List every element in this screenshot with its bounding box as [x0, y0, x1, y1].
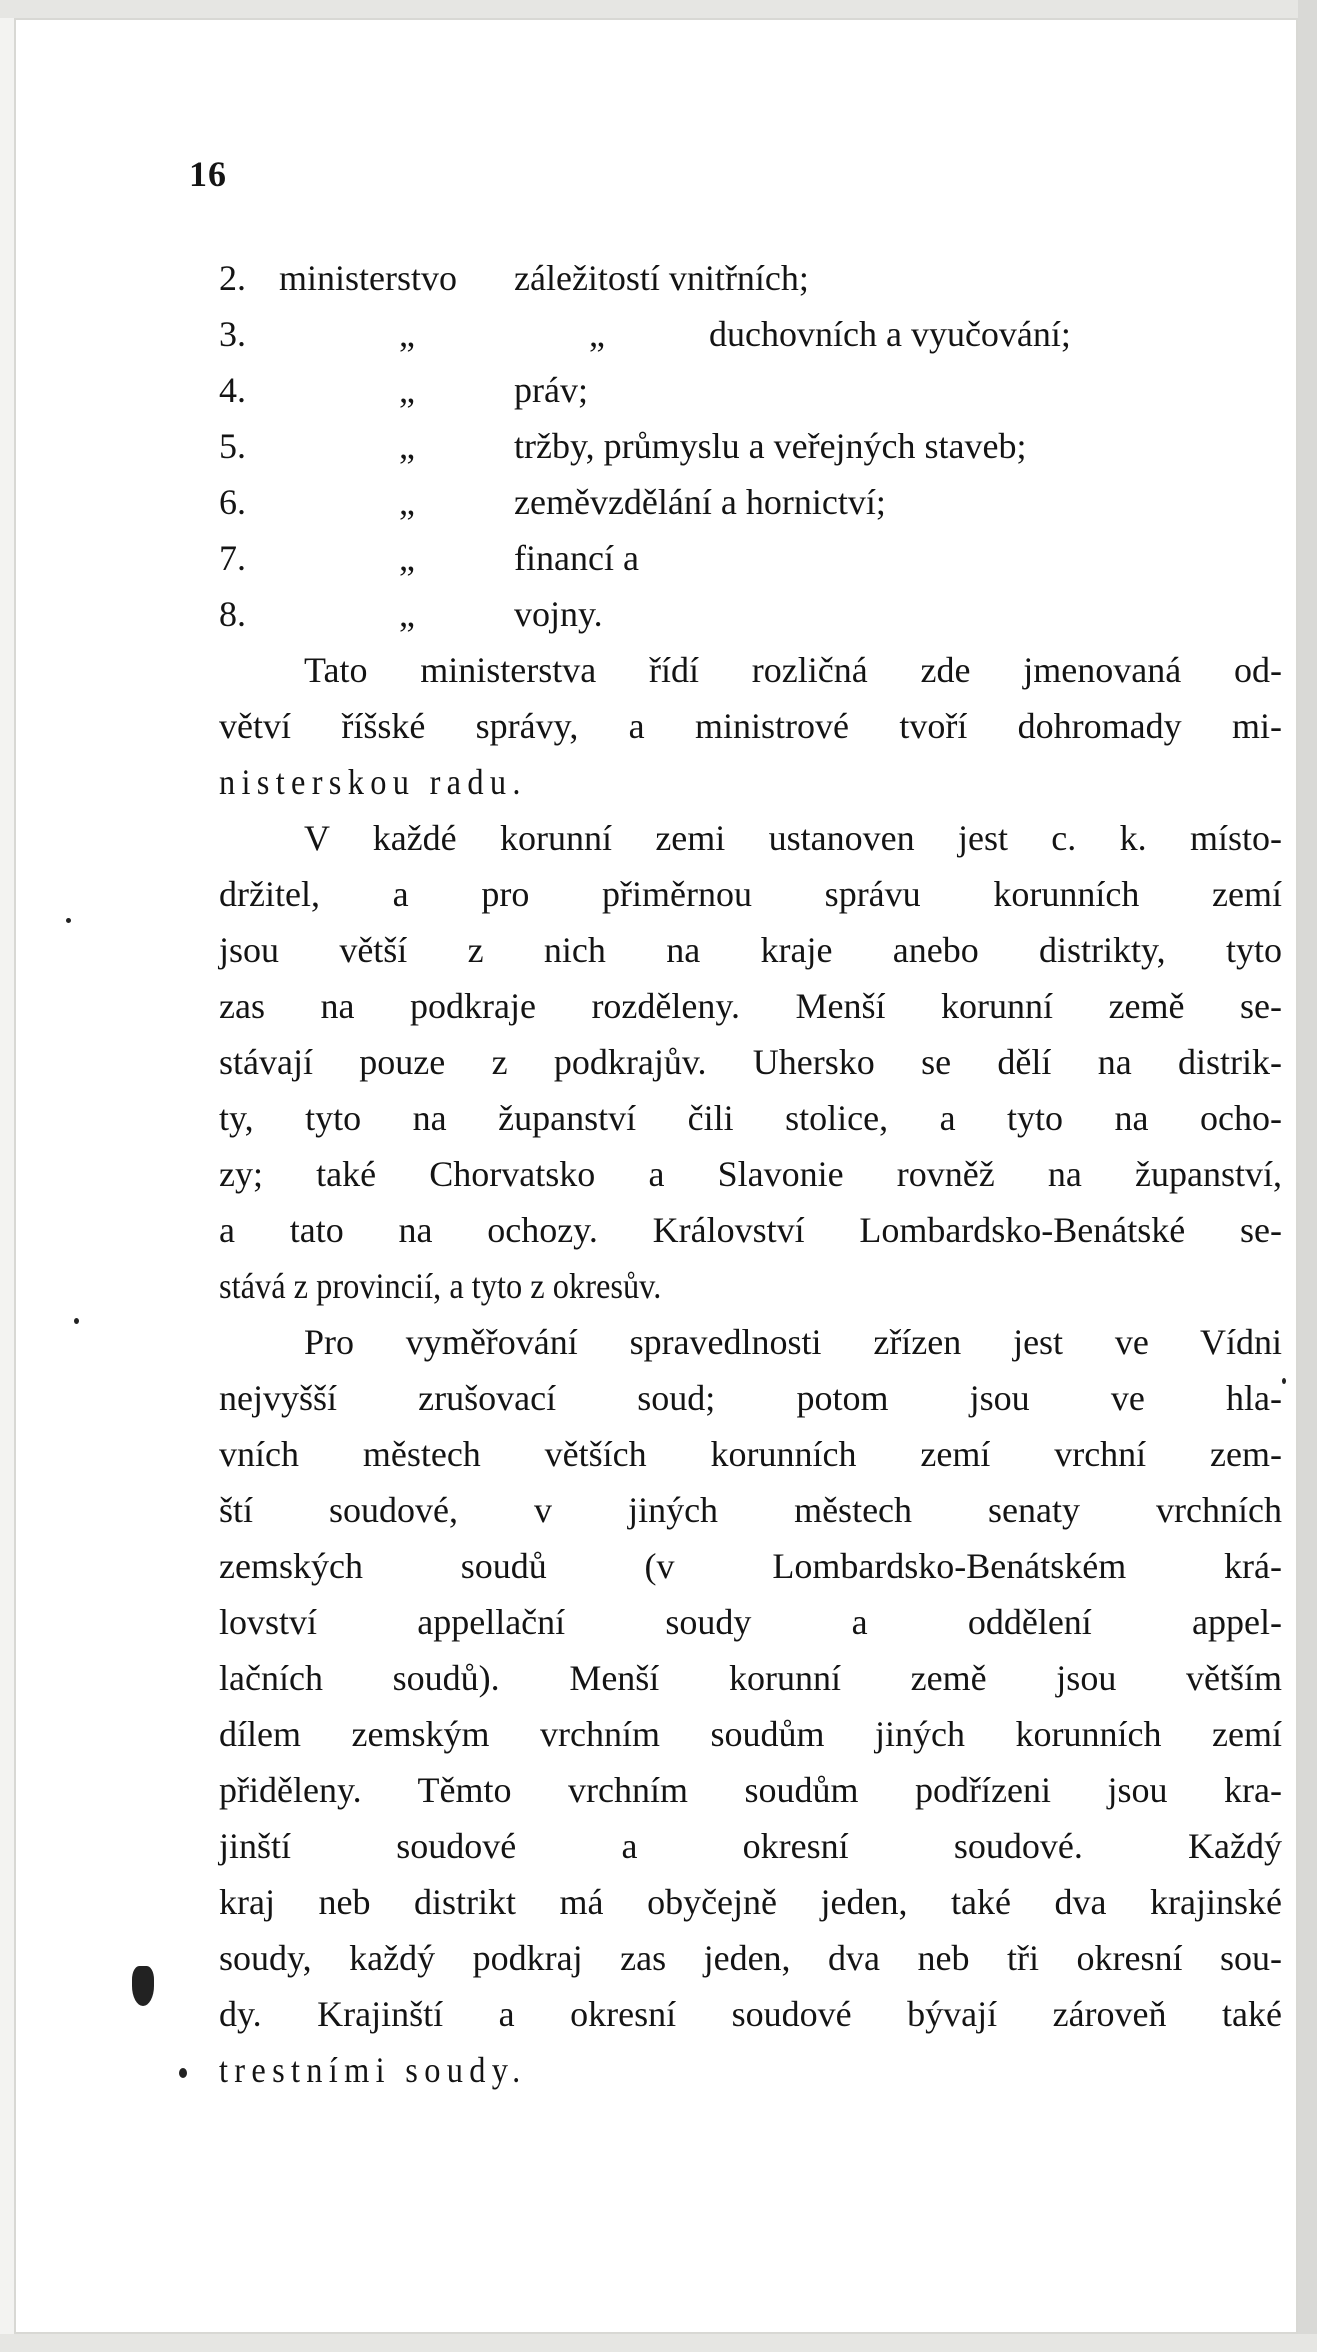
paragraph-line: V každé korunní zemi ustanoven jest c. k. místo-: [304, 818, 1282, 858]
scan-edge-bottom: [0, 2334, 1317, 2352]
ditto-mark: „: [399, 426, 415, 466]
paragraph-line: větví říšské správy, a ministrové tvoří dohromady mi-: [219, 706, 1282, 746]
ditto-mark: „: [589, 314, 605, 354]
list-text: vojny.: [514, 594, 603, 634]
paragraph-line: stávají pouze z podkrajův. Uhersko se dělí na distrik-: [219, 1042, 1282, 1082]
ditto-mark: „: [399, 370, 415, 410]
paragraph-line: stává z provincií, a tyto z okresův.: [219, 1266, 662, 1306]
scan-edge-top: [0, 0, 1317, 18]
paragraph-line: jsou větší z nich na kraje anebo distrikty, tyto: [219, 930, 1282, 970]
list-ministry-word: ministerstvo: [279, 258, 457, 298]
paragraph-line: přiděleny. Těmto vrchním soudům podřízeni jsou kra-: [219, 1770, 1282, 1810]
paragraph-line: Tato ministerstva řídí rozličná zde jmenovaná od-: [304, 650, 1282, 690]
ditto-mark: „: [399, 594, 415, 634]
paragraph-line: zemských soudů (v Lombardsko-Benátském krá-: [219, 1546, 1282, 1586]
paragraph-line: nejvyšší zrušovací soud; potom jsou ve hla-: [219, 1378, 1282, 1418]
list-number: 4.: [219, 370, 246, 410]
list-text: práv;: [514, 370, 588, 410]
paragraph-line: a tato na ochozy. Království Lombardsko-Benátské se-: [219, 1210, 1282, 1250]
ditto-mark: „: [399, 482, 415, 522]
paragraph-line: ty, tyto na županství čili stolice, a tyto na ocho-: [219, 1098, 1282, 1138]
ink-speck: [74, 1318, 79, 1324]
paragraph-line: zas na podkraje rozděleny. Menší korunní země se-: [219, 986, 1282, 1026]
book-page: [14, 18, 1298, 2334]
paragraph-line: dy. Krajinští a okresní soudové bývají zároveň také: [219, 1994, 1282, 2034]
list-text: záležitostí vnitřních;: [514, 258, 809, 298]
list-text: zeměvzdělání a hornictví;: [514, 482, 886, 522]
ink-speck: [132, 1966, 154, 2006]
paragraph-line: lačních soudů). Menší korunní země jsou větším: [219, 1658, 1282, 1698]
ditto-mark: „: [399, 314, 415, 354]
list-number: 3.: [219, 314, 246, 354]
list-text: duchovních a vyučování;: [709, 314, 1071, 354]
paragraph-line: ští soudové, v jiných městech senaty vrchních: [219, 1490, 1282, 1530]
paragraph-line: lovství appellační soudy a oddělení appel-: [219, 1602, 1282, 1642]
list-text: tržby, průmyslu a veřejných staveb;: [514, 426, 1027, 466]
ink-speck: [1282, 1378, 1286, 1384]
paragraph-line: zy; také Chorvatsko a Slavonie rovněž na županství,: [219, 1154, 1282, 1194]
paragraph-line: vních městech větších korunních zemí vrchní zem-: [219, 1434, 1282, 1474]
scan-edge-right: [1298, 0, 1317, 2352]
list-number: 6.: [219, 482, 246, 522]
paragraph-line: dílem zemským vrchním soudům jiných korunních zemí: [219, 1714, 1282, 1754]
list-text: financí a: [514, 538, 639, 578]
list-number: 7.: [219, 538, 246, 578]
page-number: 16: [189, 154, 227, 194]
paragraph-line: nisterskou radu.: [219, 762, 527, 802]
paragraph-line: kraj neb distrikt má obyčejně jeden, také dva krajinské: [219, 1882, 1282, 1922]
list-number: 8.: [219, 594, 246, 634]
ink-speck: [179, 2068, 187, 2078]
paragraph-line: soudy, každý podkraj zas jeden, dva neb tři okresní sou-: [219, 1938, 1282, 1978]
ditto-mark: „: [399, 538, 415, 578]
paragraph-line: trestními soudy.: [219, 2050, 527, 2090]
paragraph-line: Pro vyměřování spravedlnosti zřízen jest ve Vídni: [304, 1322, 1282, 1362]
list-number: 5.: [219, 426, 246, 466]
paragraph-line: držitel, a pro přiměrnou správu korunních zemí: [219, 874, 1282, 914]
paragraph-line: jinští soudové a okresní soudové. Každý: [219, 1826, 1282, 1866]
ink-speck: [66, 918, 71, 923]
list-number: 2.: [219, 258, 246, 298]
